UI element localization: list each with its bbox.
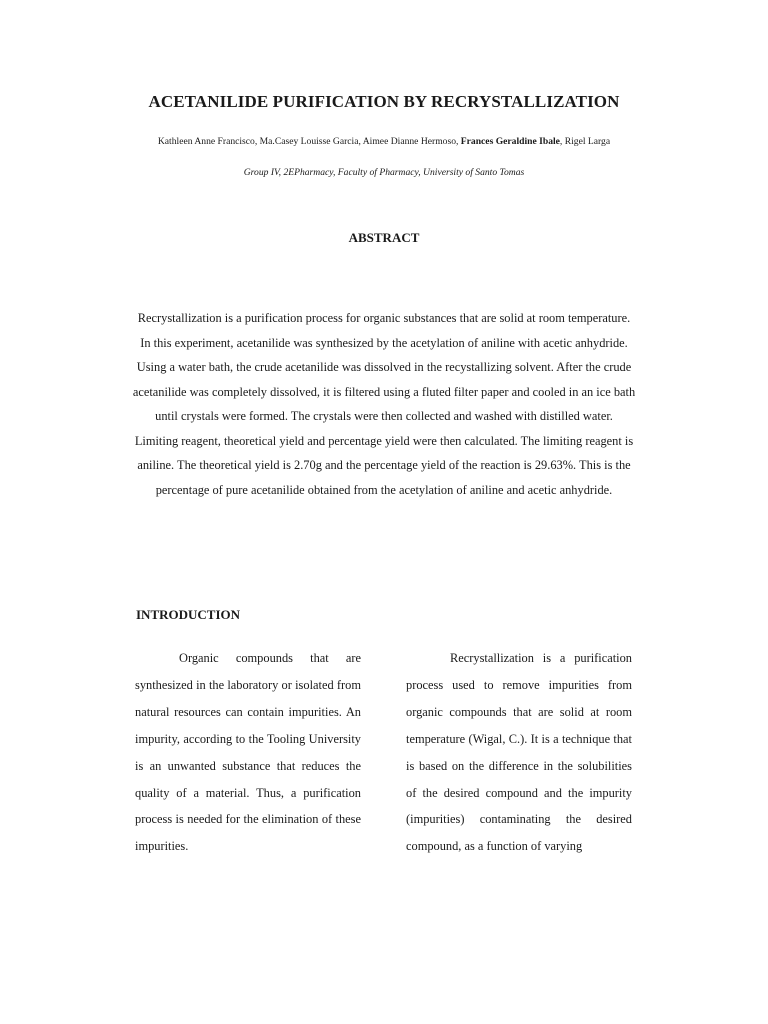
introduction-heading: INTRODUCTION <box>136 607 241 622</box>
highlighted-author: Frances Geraldine Ibale <box>460 136 560 147</box>
abstract-heading: ABSTRACT <box>348 230 420 245</box>
introduction-left-column: Organic compounds that are synthesized in the laboratory or isolated from natural resources can contain impurities. An impurity, according to the Tooling University is an unwanted substance that reduces the quality of a material. Thus, a purification process is needed for the elimination of these impurities. <box>135 651 361 854</box>
authors-after: , Rigel Larga <box>559 136 611 147</box>
authors-before: Kathleen Anne Francisco, Ma.Casey Louisse Garcia, Aimee Dianne Hermoso, <box>157 136 461 147</box>
abstract-text: Recrystallization is a purification process for organic substances that are solid at room temperature. In this experiment, acetanilide was synthesized by the acetylation of aniline with acetic anhydride. Using a water bath, the crude acetanilide was dissolved in the recystallizing solvent. After the crude acetanilide was completely dissolved, it is filtered using a fluted filter paper and cooled in an ice bath until crystals were formed. The crystals were then collected and washed with distilled water. Limiting reagent, theoretical yield and percentage yield were then calculated. The limiting reagent is aniline. The theoretical yield is 2.70g and the percentage yield of the reaction is 29.63%. This is the percentage of pure acetanilide obtained from the acetylation of aniline and acetic anhydride. <box>132 311 636 497</box>
affiliation: Group IV, 2EPharmacy, Faculty of Pharmacy, University of Santo Tomas <box>243 167 525 178</box>
author-list <box>0 136 768 147</box>
introduction-right-column: Recrystallization is a purification process used to remove impurities from organic compounds that are solid at room temperature (Wigal, C.). It is a technique that is based on the difference in the solubilities of the desired compound and the impurity (impurities) contaminating the desired compound, as a function of varying <box>406 651 632 854</box>
paper-title: ACETANILIDE PURIFICATION BY RECRYSTALLIZATION <box>148 92 620 111</box>
